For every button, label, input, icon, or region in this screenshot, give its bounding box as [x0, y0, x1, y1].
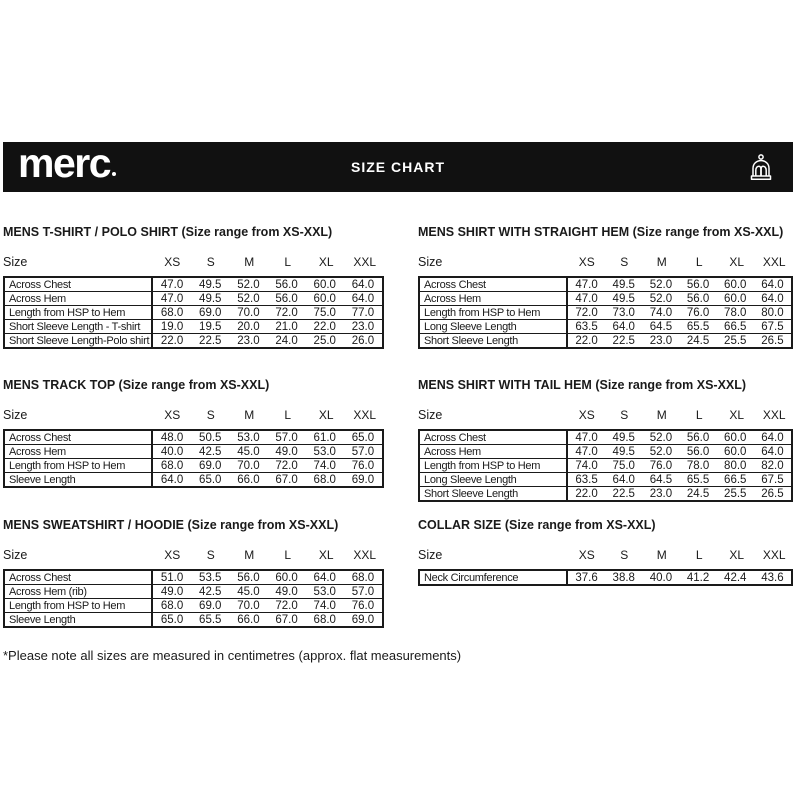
- size-label-m: M: [244, 255, 255, 269]
- size-label-xxl: XXL: [762, 548, 786, 562]
- table-size-header: [418, 407, 793, 422]
- size-value: 69.0: [351, 473, 375, 486]
- measurement-label: Short Sleeve Length: [420, 334, 568, 347]
- table-name: COLLAR SIZE: [418, 518, 502, 532]
- size-value: 60.0: [313, 292, 336, 305]
- table-range-note: (Size range from XS-XXL): [118, 378, 270, 392]
- size-value: 41.2: [686, 571, 710, 584]
- size-value: 72.0: [275, 459, 298, 472]
- table-body: [418, 429, 793, 502]
- size-label-xxl: XXL: [353, 548, 377, 562]
- measurement-label: Sleeve Length: [5, 613, 153, 626]
- table-row: [420, 319, 791, 333]
- table-row: [5, 319, 382, 333]
- table-body: [3, 276, 384, 349]
- size-value: 67.5: [761, 473, 784, 486]
- size-value: 60.0: [724, 445, 747, 458]
- size-value: 75.0: [313, 306, 336, 319]
- table-row: [420, 472, 791, 486]
- size-value: 22.5: [612, 487, 635, 500]
- size-value: 49.5: [612, 292, 635, 305]
- size-value: 64.5: [649, 320, 673, 333]
- measurement-label: Across Chest: [420, 431, 568, 444]
- size-value: 61.0: [313, 431, 336, 444]
- size-value: 65.0: [199, 473, 222, 486]
- size-value: 22.0: [160, 334, 184, 347]
- table-title: [3, 225, 384, 240]
- size-label-xl: XL: [729, 548, 745, 562]
- size-value: 52.0: [237, 278, 260, 291]
- size-label-s: S: [206, 548, 215, 562]
- size-value: 75.0: [612, 459, 635, 472]
- size-value: 69.0: [199, 459, 222, 472]
- measurement-label: Across Chest: [5, 278, 153, 291]
- size-table-mens-shirt-straight-hem: [418, 225, 793, 378]
- measurement-label: Length from HSP to Hem: [420, 459, 568, 472]
- table-row: [5, 458, 382, 472]
- size-value: 68.0: [160, 599, 184, 612]
- measurement-label: Length from HSP to Hem: [5, 306, 153, 319]
- size-value: 23.0: [351, 320, 375, 333]
- size-value: 57.0: [351, 585, 375, 598]
- size-value: 64.5: [649, 473, 673, 486]
- size-value: 76.0: [351, 459, 375, 472]
- size-label-xxl: XXL: [762, 408, 786, 422]
- size-value: 47.0: [575, 292, 598, 305]
- size-value: 53.5: [199, 571, 222, 584]
- size-value: 52.0: [649, 431, 673, 444]
- size-value: 49.5: [612, 445, 635, 458]
- table-row: [5, 278, 382, 291]
- size-label-s: S: [206, 408, 215, 422]
- size-value: 23.0: [649, 487, 673, 500]
- size-value: 60.0: [724, 431, 747, 444]
- size-label-m: M: [656, 408, 667, 422]
- measurement-label: Across Hem: [5, 445, 153, 458]
- size-label-l: L: [695, 408, 703, 422]
- size-value: 47.0: [575, 278, 598, 291]
- size-column-header: Size: [3, 255, 28, 269]
- table-row: [420, 571, 791, 584]
- table-range-note: (Size range from XS-XXL): [504, 518, 656, 532]
- size-value: 76.0: [686, 306, 710, 319]
- table-range-note: (Size range from XS-XXL): [632, 225, 784, 239]
- size-value: 40.0: [649, 571, 673, 584]
- table-range-note: (Size range from XS-XXL): [187, 518, 339, 532]
- table-range-note: (Size range from XS-XXL): [595, 378, 747, 392]
- size-value: 47.0: [160, 292, 184, 305]
- table-row: [420, 278, 791, 291]
- table-name: MENS SWEATSHIRT / HOODIE: [3, 518, 185, 532]
- size-value: 52.0: [649, 445, 673, 458]
- size-table-mens-sweatshirt-hoodie: [3, 518, 384, 628]
- size-value: 67.5: [761, 320, 784, 333]
- size-value: 74.0: [313, 599, 336, 612]
- size-value: 70.0: [237, 306, 260, 319]
- measurement-label: Across Chest: [420, 278, 568, 291]
- size-value: 42.5: [199, 445, 222, 458]
- size-value: 64.0: [313, 571, 336, 584]
- size-label-xl: XL: [318, 548, 334, 562]
- size-column-header: Size: [418, 548, 443, 562]
- size-value: 49.5: [612, 278, 635, 291]
- size-value: 51.0: [160, 571, 184, 584]
- size-value: 56.0: [686, 431, 710, 444]
- size-label-s: S: [620, 548, 629, 562]
- size-value: 22.5: [612, 334, 635, 347]
- size-value: 23.0: [237, 334, 260, 347]
- size-value: 25.5: [724, 487, 747, 500]
- table-row: [5, 598, 382, 612]
- size-value: 56.0: [275, 278, 298, 291]
- measurement-label: Short Sleeve Length - T-shirt: [5, 320, 153, 333]
- table-name: MENS SHIRT WITH TAIL HEM: [418, 378, 592, 392]
- size-label-xl: XL: [318, 255, 334, 269]
- table-row: [5, 291, 382, 305]
- size-value: 49.5: [199, 292, 222, 305]
- table-row: [420, 431, 791, 444]
- table-body: [3, 429, 384, 488]
- size-value: 76.0: [649, 459, 673, 472]
- size-value: 21.0: [275, 320, 298, 333]
- size-value: 80.0: [724, 459, 747, 472]
- size-value: 22.0: [313, 320, 336, 333]
- size-value: 24.5: [686, 334, 710, 347]
- size-value: 47.0: [575, 445, 598, 458]
- size-value: 26.5: [761, 334, 784, 347]
- size-value: 49.5: [612, 431, 635, 444]
- measurement-label: Across Hem: [420, 445, 568, 458]
- size-value: 72.0: [575, 306, 598, 319]
- size-value: 66.5: [724, 473, 747, 486]
- table-row: [420, 486, 791, 500]
- size-value: 42.5: [199, 585, 222, 598]
- table-row: [5, 584, 382, 598]
- size-value: 22.5: [199, 334, 222, 347]
- measurement-label: Across Hem: [420, 292, 568, 305]
- size-value: 72.0: [275, 599, 298, 612]
- size-value: 68.0: [160, 306, 184, 319]
- size-value: 74.0: [313, 459, 336, 472]
- size-value: 74.0: [649, 306, 673, 319]
- size-value: 66.0: [237, 613, 260, 626]
- size-value: 68.0: [160, 459, 184, 472]
- measurement-label: Long Sleeve Length: [420, 320, 568, 333]
- size-value: 65.0: [351, 431, 375, 444]
- size-value: 68.0: [313, 473, 336, 486]
- size-value: 82.0: [761, 459, 784, 472]
- size-value: 50.5: [199, 431, 222, 444]
- size-value: 19.5: [199, 320, 222, 333]
- size-value: 47.0: [575, 431, 598, 444]
- measurement-footnote: *Please note all sizes are measured in centimetres (approx. flat measurements): [3, 648, 462, 663]
- size-value: 63.5: [575, 473, 598, 486]
- size-label-l: L: [284, 548, 292, 562]
- size-value: 70.0: [237, 599, 260, 612]
- table-size-header: [418, 547, 793, 562]
- size-label-xs: XS: [578, 548, 595, 562]
- size-label-l: L: [695, 548, 703, 562]
- size-value: 66.5: [724, 320, 747, 333]
- size-value: 70.0: [237, 459, 260, 472]
- size-value: 19.0: [160, 320, 184, 333]
- page-title: SIZE CHART: [351, 159, 445, 175]
- size-value: 24.0: [275, 334, 298, 347]
- size-value: 67.0: [275, 473, 298, 486]
- size-value: 57.0: [351, 445, 375, 458]
- table-row: [5, 571, 382, 584]
- size-value: 72.0: [275, 306, 298, 319]
- size-label-xl: XL: [729, 408, 745, 422]
- table-size-header: [3, 254, 384, 269]
- measurement-label: Short Sleeve Length: [420, 487, 568, 500]
- crown-icon: [744, 152, 778, 182]
- table-row: [420, 333, 791, 347]
- size-value: 65.5: [686, 320, 710, 333]
- size-value: 26.5: [761, 487, 784, 500]
- size-label-m: M: [244, 548, 255, 562]
- size-value: 60.0: [275, 571, 298, 584]
- size-value: 25.0: [313, 334, 336, 347]
- size-value: 69.0: [199, 306, 222, 319]
- size-value: 47.0: [160, 278, 184, 291]
- size-column-header: Size: [418, 408, 443, 422]
- table-row: [5, 305, 382, 319]
- size-value: 65.0: [160, 613, 184, 626]
- table-body: [418, 569, 793, 586]
- size-value: 64.0: [761, 445, 784, 458]
- size-value: 49.5: [199, 278, 222, 291]
- table-body: [418, 276, 793, 349]
- size-value: 80.0: [761, 306, 784, 319]
- size-value: 73.0: [612, 306, 635, 319]
- size-value: 56.0: [686, 292, 710, 305]
- table-size-header: [3, 407, 384, 422]
- measurement-label: Across Chest: [5, 431, 153, 444]
- size-label-s: S: [206, 255, 215, 269]
- size-label-s: S: [620, 408, 629, 422]
- size-value: 22.0: [575, 334, 598, 347]
- size-value: 64.0: [160, 473, 184, 486]
- table-row: [5, 431, 382, 444]
- table-range-note: (Size range from XS-XXL): [181, 225, 333, 239]
- size-value: 20.0: [237, 320, 260, 333]
- size-value: 64.0: [761, 431, 784, 444]
- size-value: 68.0: [351, 571, 375, 584]
- measurement-label: Across Hem (rib): [5, 585, 153, 598]
- size-label-xl: XL: [318, 408, 334, 422]
- size-value: 78.0: [686, 459, 710, 472]
- table-name: MENS TRACK TOP: [3, 378, 116, 392]
- size-value: 52.0: [237, 292, 260, 305]
- size-label-xxl: XXL: [353, 408, 377, 422]
- table-title: [3, 518, 384, 533]
- table-title: [418, 225, 793, 240]
- size-label-l: L: [695, 255, 703, 269]
- size-value: 65.5: [686, 473, 710, 486]
- size-value: 56.0: [275, 292, 298, 305]
- size-value: 69.0: [351, 613, 375, 626]
- size-value: 43.6: [761, 571, 784, 584]
- size-column-header: Size: [3, 548, 28, 562]
- size-value: 66.0: [237, 473, 260, 486]
- table-row: [420, 458, 791, 472]
- size-value: 23.0: [649, 334, 673, 347]
- size-tables-grid: [3, 225, 793, 628]
- size-value: 63.5: [575, 320, 598, 333]
- measurement-label: Sleeve Length: [5, 473, 153, 486]
- size-value: 69.0: [199, 599, 222, 612]
- size-label-xs: XS: [164, 255, 181, 269]
- table-row: [5, 333, 382, 347]
- size-value: 25.5: [724, 334, 747, 347]
- size-value: 53.0: [237, 431, 260, 444]
- size-value: 60.0: [724, 292, 747, 305]
- size-value: 40.0: [160, 445, 184, 458]
- table-row: [5, 444, 382, 458]
- size-label-m: M: [656, 548, 667, 562]
- size-value: 49.0: [275, 445, 298, 458]
- size-value: 64.0: [612, 473, 635, 486]
- table-row: [420, 305, 791, 319]
- size-value: 38.8: [612, 571, 635, 584]
- table-row: [5, 472, 382, 486]
- size-value: 37.6: [575, 571, 598, 584]
- measurement-label: Across Hem: [5, 292, 153, 305]
- size-label-l: L: [284, 255, 292, 269]
- size-value: 77.0: [351, 306, 375, 319]
- measurement-label: Across Chest: [5, 571, 153, 584]
- table-body: [3, 569, 384, 628]
- table-title: [418, 378, 793, 393]
- table-row: [420, 291, 791, 305]
- measurement-label: Long Sleeve Length: [420, 473, 568, 486]
- size-value: 74.0: [575, 459, 598, 472]
- header-bar: [3, 139, 793, 192]
- size-value: 76.0: [351, 599, 375, 612]
- size-label-m: M: [656, 255, 667, 269]
- size-value: 49.0: [275, 585, 298, 598]
- size-value: 24.5: [686, 487, 710, 500]
- measurement-label: Length from HSP to Hem: [5, 599, 153, 612]
- size-label-xxl: XXL: [762, 255, 786, 269]
- size-value: 53.0: [313, 445, 336, 458]
- table-title: [418, 518, 793, 533]
- size-value: 52.0: [649, 292, 673, 305]
- size-column-header: Size: [3, 408, 28, 422]
- size-label-s: S: [620, 255, 629, 269]
- size-value: 60.0: [313, 278, 336, 291]
- table-name: MENS T-SHIRT / POLO SHIRT: [3, 225, 179, 239]
- size-value: 64.0: [351, 292, 375, 305]
- size-label-xl: XL: [729, 255, 745, 269]
- size-value: 53.0: [313, 585, 336, 598]
- table-size-header: [3, 547, 384, 562]
- size-label-xs: XS: [578, 408, 595, 422]
- size-table-mens-track-top: [3, 378, 384, 518]
- size-value: 22.0: [575, 487, 598, 500]
- size-value: 56.0: [686, 445, 710, 458]
- merc-logo: merc: [18, 143, 116, 184]
- size-value: 64.0: [351, 278, 375, 291]
- measurement-label: Short Sleeve Length-Polo shirt: [5, 334, 153, 347]
- size-label-xxl: XXL: [353, 255, 377, 269]
- size-value: 52.0: [649, 278, 673, 291]
- size-label-xs: XS: [164, 408, 181, 422]
- size-value: 64.0: [761, 278, 784, 291]
- table-title: [3, 378, 384, 393]
- table-size-header: [418, 254, 793, 269]
- size-value: 64.0: [612, 320, 635, 333]
- size-label-xs: XS: [578, 255, 595, 269]
- size-value: 64.0: [761, 292, 784, 305]
- measurement-label: Length from HSP to Hem: [5, 459, 153, 472]
- size-value: 67.0: [275, 613, 298, 626]
- size-table-collar-size: [418, 518, 793, 628]
- size-value: 49.0: [160, 585, 184, 598]
- size-table-mens-shirt-tail-hem: [418, 378, 793, 518]
- size-value: 60.0: [724, 278, 747, 291]
- size-value: 56.0: [686, 278, 710, 291]
- size-value: 57.0: [275, 431, 298, 444]
- size-label-l: L: [284, 408, 292, 422]
- size-table-mens-tshirt-polo-shirt: [3, 225, 384, 378]
- measurement-label: Length from HSP to Hem: [420, 306, 568, 319]
- size-value: 45.0: [237, 445, 260, 458]
- size-value: 42.4: [724, 571, 747, 584]
- table-name: MENS SHIRT WITH STRAIGHT HEM: [418, 225, 630, 239]
- size-value: 45.0: [237, 585, 260, 598]
- size-value: 78.0: [724, 306, 747, 319]
- size-value: 65.5: [199, 613, 222, 626]
- size-value: 56.0: [237, 571, 260, 584]
- size-value: 48.0: [160, 431, 184, 444]
- table-row: [5, 612, 382, 626]
- table-row: [420, 444, 791, 458]
- measurement-label: Neck Circumference: [420, 571, 568, 584]
- size-value: 26.0: [351, 334, 375, 347]
- size-label-xs: XS: [164, 548, 181, 562]
- size-column-header: Size: [418, 255, 443, 269]
- size-value: 68.0: [313, 613, 336, 626]
- size-label-m: M: [244, 408, 255, 422]
